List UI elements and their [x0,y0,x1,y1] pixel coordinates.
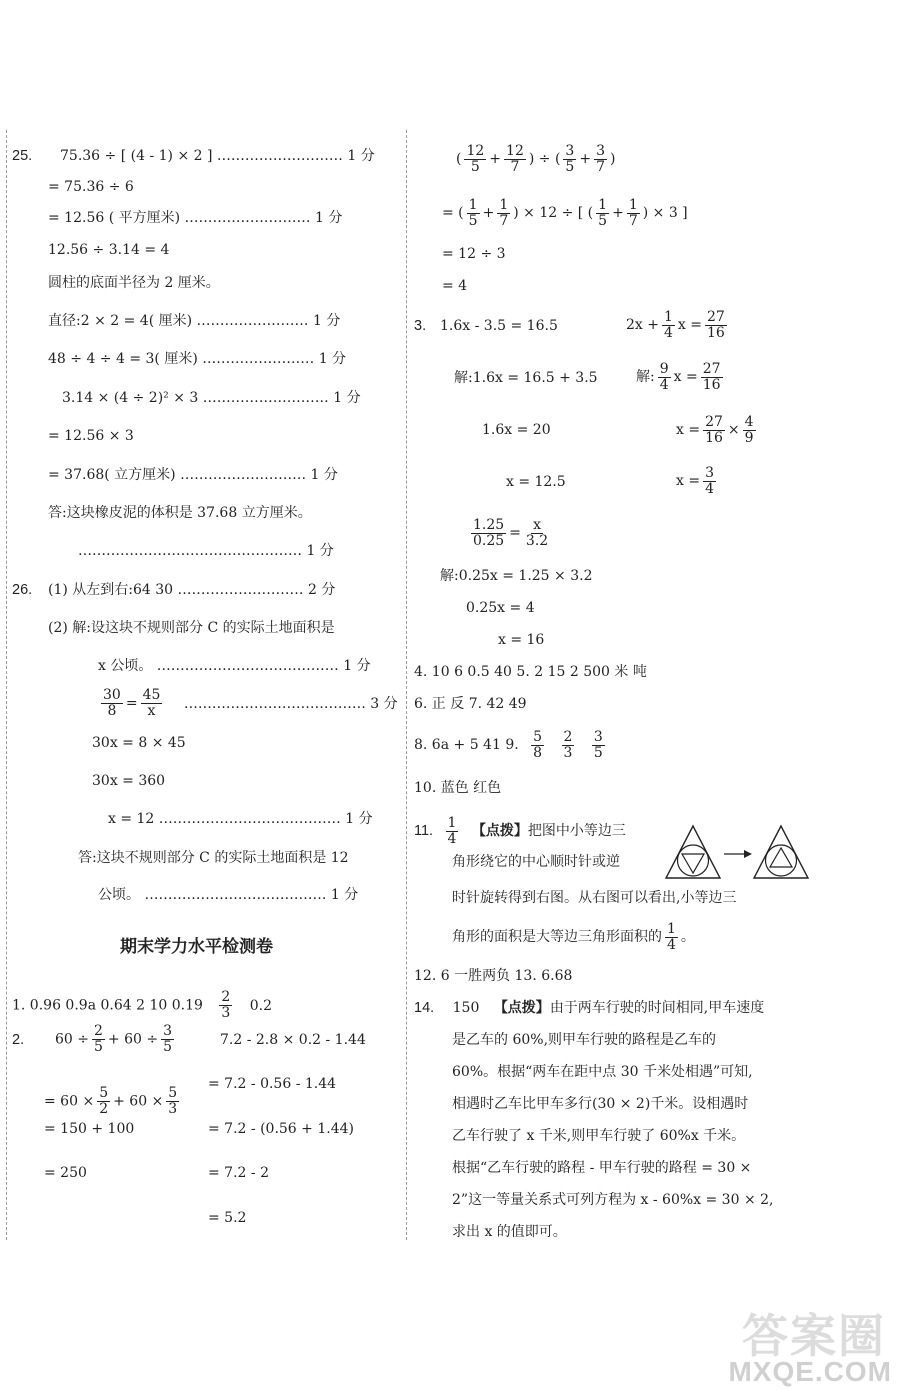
q11-header: 11. $\frac{1}{4}$ 【点拨】把图中小等边三 [414,814,626,847]
q2-b-line: 7.2 - 2.8 × 0.2 - 1.44 [220,1032,366,1048]
q3-a-line: 1.6x - 3.5 = 16.5 [440,318,558,334]
q11-line: 角形绕它的中心顺时针或逆 [452,854,620,870]
triangle-rotation-diagram [662,822,814,882]
q25-line: 圆柱的底面半径为 2 厘米。 [48,275,220,291]
q25-answer: 答:这块橡皮泥的体积是 37.68 立方厘米。 [48,505,312,521]
fraction: $\frac{30}{8}$ [103,687,121,719]
q26-answer: 答:这块不规则部分 C 的实际土地面积是 12 [78,850,349,866]
q25-line: = 12.56 ( 平方厘米) ……………………… 1 分 [48,210,343,226]
q3-c-line: $\frac{1.25}{0.25}$ = $\frac{x}{3.2}$ [473,516,549,549]
watermark-logo [695,1300,900,1390]
q14-line: 60%。根据“两车在距中点 30 千米处相遇”可知, [452,1064,753,1080]
q26-line: 30x = 360 [92,773,166,789]
q25-score: ………………………………………… 1 分 [78,543,334,559]
q26-line: 30x = 8 × 45 [92,735,186,751]
q2-b-line: = 5.2 [208,1210,247,1226]
q14-line: 是乙车的 60%,则甲车行驶的路程是乙车的 [452,1032,717,1048]
q3-number: 3. [414,318,427,334]
q26-proportion: $\frac{30}{8}$ = $\frac{45}{x}$ ………………………………… 3 分 [103,687,398,719]
q14-header: 14. 150 【点拨】由于两车行驶的时间相同,甲车速度 [414,1000,765,1016]
fraction: $\frac{2}{3}$ [221,989,231,1021]
q3-b-line: 2x + $\frac{1}{4}$ x = $\frac{27}{16}$ [626,308,725,341]
q3-b-line: x = $\frac{27}{16}$ × $\frac{4}{9}$ [676,413,754,446]
q26-line: (2) 解:设这块不规则部分 C 的实际土地面积是 [48,620,335,636]
q25-line: = 75.36 ÷ 6 [48,179,134,195]
question-12-13: 12. 6 一胜两负 13. 6.68 [414,968,573,984]
watermark-url: MXQE.COM [728,1356,892,1387]
q25-line: = 37.68( 立方厘米) ……………………… 1 分 [48,467,338,483]
q26-line: x 公顷。 ………………………………… 1 分 [98,658,371,674]
q14-line: 2”这一等量关系式可列方程为 x - 60%x = 30 × 2, [452,1192,774,1208]
q14-line: 根据“乙车行驶的路程 - 甲车行驶的路程 = 30 × [452,1160,752,1176]
q3-b-line: x = $\frac{3}{4}$ [676,464,714,497]
q26-number: 26. [12,582,33,598]
q26-line: x = 12 ………………………………… 1 分 [108,811,373,827]
q11-line: 时针旋转得到右图。从右图可以看出,小等边三 [452,890,737,906]
watermark-cn: 答案圈 [742,1309,886,1363]
fraction-expression: ( $\frac{12}{5}$ + $\frac{12}{7}$ ) ÷ ( $\frac{3}{5}$ + $\frac{3}{7}$ ) [456,142,616,175]
expression-line: = 12 ÷ 3 [442,246,506,262]
q25-line: = 12.56 × 3 [48,428,134,444]
q3-b-line: 解: $\frac{9}{4}$ x = $\frac{27}{16}$ [636,360,721,393]
q3-c-line: x = 16 [498,632,545,648]
question-1: 1. 0.96 0.9a 0.64 2 10 0.19 $\frac{2}{3}$ 0.2 [12,989,273,1021]
fraction-expression: = ( $\frac{1}{5}$ + $\frac{1}{7}$ ) × 12 ÷ [ ( $\frac{1}{5}$ + $\frac{1}{7}$ ) × 3 ] [442,196,688,229]
q2-number: 2. [12,1032,25,1048]
q14-line: 相遇时乙车比甲车多行(30 × 2)千米。设相遇时 [452,1096,749,1112]
expression-line: = 4 [442,278,468,294]
q11-line: 角形的面积是大等边三角形面积的 $\frac{1}{4}$ 。 [452,920,695,953]
q2-a-line: = 250 [44,1165,87,1181]
question-4-5: 4. 10 6 0.5 40 5. 2 15 2 500 米 吨 [414,664,647,680]
q25-line: 75.36 ÷ [ (4 - 1) × 2 ] ……………………… 1 分 [60,148,375,164]
q25-number: 25. [12,148,33,164]
question-10: 10. 蓝色 红色 [414,780,502,796]
q2-b-line: = 7.2 - (0.56 + 1.44) [208,1121,354,1137]
q3-a-line: 解:1.6x = 16.5 + 3.5 [454,370,598,386]
fraction: $\frac{45}{x}$ [142,687,161,719]
section-title: 期末学力水平检测卷 [120,937,273,957]
q14-line: 乙车行驶了 x 千米,则甲车行驶了 60%x 千米。 [452,1128,746,1144]
q2-a-line: = 150 + 100 [44,1121,135,1137]
q2-a-line: = 60 × $\frac{5}{2}$ + 60 × $\frac{5}{3}$ [44,1085,178,1117]
q3-a-line: x = 12.5 [506,474,566,490]
q26-line: (1) 从左到右:64 30 ……………………… 2 分 [48,582,336,598]
q3-c-line: 解:0.25x = 1.25 × 3.2 [440,568,593,584]
q14-line: 求出 x 的值即可。 [452,1224,567,1240]
q25-line: 12.56 ÷ 3.14 = 4 [48,242,170,258]
q2-b-line: = 7.2 - 0.56 - 1.44 [208,1076,337,1092]
q26-line: 公顷。 ………………………………… 1 分 [98,887,359,903]
question-8-9: 8. 6a + 5 41 9. $\frac{5}{8}$ $\frac{2}{3}$ $\frac{3}{5}$ [414,728,603,761]
question-6-7: 6. 正 反 7. 42 49 [414,696,527,712]
left-margin-rule [6,130,7,1240]
q2-a-line: 60 ÷ $\frac{2}{5}$ + 60 ÷ $\frac{3}{5}$ [55,1023,173,1055]
column-divider [406,130,407,1240]
q2-b-line: = 7.2 - 2 [208,1165,269,1181]
q25-line: 48 ÷ 4 ÷ 4 = 3( 厘米) …………………… 1 分 [48,351,347,367]
q25-line: 直径:2 × 2 = 4( 厘米) …………………… 1 分 [48,313,341,329]
q3-c-line: 0.25x = 4 [466,600,535,616]
q25-line: 3.14 × (4 ÷ 2)² × 3 ……………………… 1 分 [62,390,361,406]
q3-a-line: 1.6x = 20 [482,422,551,438]
